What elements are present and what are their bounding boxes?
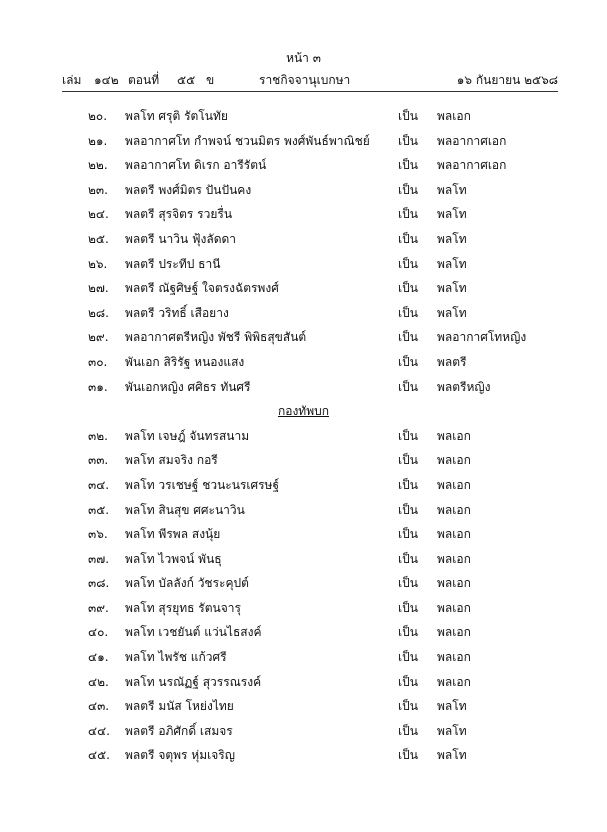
- new-rank: พลเอก: [437, 625, 471, 640]
- new-rank: พลเอก: [437, 502, 471, 517]
- promoted-to-label: เป็น: [398, 379, 418, 394]
- new-rank: พลโท: [437, 182, 467, 197]
- list-item: [0, 424, 607, 449]
- list-item: [0, 596, 607, 621]
- item-number: ๓๘.: [88, 576, 110, 591]
- new-rank: พลโท: [437, 305, 467, 320]
- new-rank: พลเอก: [437, 650, 471, 665]
- list-item: [0, 104, 607, 129]
- item-number: ๒๓.: [88, 182, 108, 197]
- list-item: [0, 522, 607, 547]
- promoted-to-label: เป็น: [398, 428, 418, 443]
- gazette-header: [62, 71, 558, 89]
- list-item: [0, 227, 607, 252]
- promoted-to-label: เป็น: [398, 625, 418, 640]
- promoted-to-label: เป็น: [398, 699, 418, 714]
- new-rank: พลเอก: [437, 600, 471, 615]
- person-name: พลตรี ประทีป ธานี: [125, 256, 221, 271]
- promoted-to-label: เป็น: [398, 354, 418, 369]
- new-rank: พลโท: [437, 256, 467, 271]
- book-number: ๑๔๒: [94, 73, 119, 87]
- promoted-to-label: เป็น: [398, 281, 418, 296]
- promoted-to-label: เป็น: [398, 453, 418, 468]
- list-item: [0, 719, 607, 744]
- person-name: พลอากาศตรีหญิง พัชรี พิพิธสุขสันต์: [125, 330, 307, 345]
- person-name: พลโท ศรุติ รัตโนทัย: [125, 109, 228, 123]
- item-number: ๒๒.: [88, 158, 108, 173]
- item-number: ๒๗.: [88, 281, 109, 296]
- promoted-to-label: เป็น: [398, 650, 418, 665]
- list-item: [0, 694, 607, 719]
- new-rank: พลเอก: [437, 674, 471, 689]
- new-rank: พลอากาศโทหญิง: [437, 330, 527, 345]
- promoted-to-label: เป็น: [398, 182, 418, 197]
- promoted-to-label: เป็น: [398, 207, 418, 222]
- list-item: [0, 473, 607, 498]
- gazette-title: ราชกิจจานุเบกษา: [259, 73, 351, 87]
- promoted-to-label: เป็น: [398, 256, 418, 271]
- new-rank: พลเอก: [437, 428, 471, 443]
- person-name: พลโท เจษฎ์ จันทรสนาม: [125, 428, 250, 443]
- person-name: พลโท นรณัฏฐ์ สุวรรณรงค์: [125, 674, 262, 689]
- item-number: ๒๑.: [88, 133, 108, 148]
- promotion-group-1: [0, 104, 607, 399]
- person-name: พลตรี อภิศักดิ์ เสมจร: [125, 723, 233, 738]
- list-item: [0, 547, 607, 572]
- list-item: [0, 202, 607, 227]
- promotion-list: [0, 104, 607, 768]
- new-rank: พลโท: [437, 748, 467, 763]
- promoted-to-label: เป็น: [398, 330, 418, 345]
- item-number: ๒๙.: [88, 330, 109, 345]
- list-item: [0, 571, 607, 596]
- new-rank: พลอากาศเอก: [437, 133, 507, 148]
- person-name: พลโท เวชยันต์ แว่นไธสงค์: [125, 625, 262, 640]
- new-rank: พลตรีหญิง: [437, 379, 491, 394]
- new-rank: พลเอก: [437, 109, 471, 123]
- promoted-to-label: เป็น: [398, 527, 418, 542]
- person-name: พลโท สมจริง กอรี: [125, 453, 218, 468]
- promotion-group-army: [0, 424, 607, 768]
- list-item: [0, 743, 607, 768]
- book-label: เล่ม: [62, 73, 82, 87]
- item-number: ๒๔.: [88, 207, 109, 222]
- page-number: หน้า ๓: [286, 51, 321, 65]
- section-heading-army: กองทัพบก: [277, 404, 330, 419]
- promoted-to-label: เป็น: [398, 502, 418, 517]
- item-number: ๒๕.: [88, 231, 109, 246]
- list-item: [0, 375, 607, 400]
- list-item: [0, 325, 607, 350]
- item-number: ๒๘.: [88, 305, 109, 320]
- list-item: [0, 178, 607, 203]
- item-number: ๔๐.: [88, 625, 109, 640]
- new-rank: พลเอก: [437, 576, 471, 591]
- person-name: พลอากาศโท กำพจน์ ชวนมิตร พงศ์พันธ์พาณิชย์: [125, 133, 370, 148]
- item-number: ๓๖.: [88, 527, 108, 542]
- person-name: พลโท วรเชษฐ์ ชวนะนรเศรษฐ์: [125, 477, 280, 492]
- promoted-to-label: เป็น: [398, 305, 418, 320]
- person-name: พลโท บัลลังก์ วัชระคุปต์: [125, 576, 249, 591]
- person-name: พลตรี จตุพร หุ่มเจริญ: [125, 748, 235, 763]
- part-number: ๕๕: [177, 73, 196, 87]
- person-name: พลโท สุรยุทธ รัตนจารุ: [125, 600, 241, 615]
- new-rank: พลโท: [437, 207, 467, 222]
- promoted-to-label: เป็น: [398, 551, 418, 566]
- promoted-to-label: เป็น: [398, 109, 418, 123]
- person-name: พลโท ไวพจน์ พันธุ: [125, 551, 222, 566]
- new-rank: พลเอก: [437, 527, 471, 542]
- new-rank: พลอากาศเอก: [437, 158, 507, 173]
- promoted-to-label: เป็น: [398, 600, 418, 615]
- person-name: พลตรี วริทธิ์ เสือยาง: [125, 305, 229, 320]
- new-rank: พลโท: [437, 231, 467, 246]
- person-name: พลอากาศโท ดิเรก อารีรัตน์: [125, 158, 267, 173]
- item-number: ๓๒.: [88, 428, 108, 443]
- item-number: ๔๔.: [88, 723, 110, 738]
- new-rank: พลโท: [437, 699, 467, 714]
- list-item: [0, 350, 607, 375]
- list-item: [0, 153, 607, 178]
- item-number: ๒๐.: [88, 109, 108, 123]
- list-item: [0, 645, 607, 670]
- item-number: ๓๐.: [88, 354, 108, 369]
- list-item: [0, 670, 607, 695]
- publication-date: ๑๖ กันยายน ๒๕๖๘: [456, 73, 558, 87]
- item-number: ๔๓.: [88, 699, 110, 714]
- item-number: ๓๔.: [88, 477, 110, 492]
- list-item: [0, 448, 607, 473]
- person-name: พลตรี นาวิน ฟุ้งลัดดา: [125, 231, 237, 246]
- new-rank: พลตรี: [437, 354, 467, 369]
- item-number: ๔๕.: [88, 748, 110, 763]
- person-name: พลตรี สุรจิตร รวยรื่น: [125, 207, 233, 222]
- promoted-to-label: เป็น: [398, 674, 418, 689]
- part-label: ตอนที่: [128, 73, 160, 87]
- new-rank: พลเอก: [437, 551, 471, 566]
- promoted-to-label: เป็น: [398, 723, 418, 738]
- list-item: [0, 620, 607, 645]
- person-name: พลโท สินสุข ศศะนาวิน: [125, 502, 245, 517]
- item-number: ๓๑.: [88, 379, 108, 394]
- item-number: ๓๙.: [88, 600, 109, 615]
- item-number: ๒๖.: [88, 256, 108, 271]
- promoted-to-label: เป็น: [398, 158, 418, 173]
- person-name: พันเอก สิริรัฐ หนองแสง: [125, 354, 245, 369]
- new-rank: พลโท: [437, 723, 467, 738]
- item-number: ๔๑.: [88, 650, 109, 665]
- promoted-to-label: เป็น: [398, 133, 418, 148]
- person-name: พลตรี ณัฐศิษฐ์ ใจตรงฉัตรพงศ์: [125, 281, 279, 296]
- item-number: ๓๕.: [88, 502, 110, 517]
- person-name: พลตรี พงศ์มิตร ปันปันคง: [125, 182, 252, 197]
- person-name: พลตรี มนัส โหย่งไทย: [125, 699, 234, 714]
- person-name: พลโท ไพรัช แก้วศรี: [125, 650, 227, 665]
- list-item: [0, 301, 607, 326]
- header-divider: [62, 91, 558, 92]
- new-rank: พลเอก: [437, 477, 471, 492]
- section-letter: ข: [206, 73, 215, 87]
- new-rank: พลเอก: [437, 453, 471, 468]
- list-item: [0, 498, 607, 523]
- promoted-to-label: เป็น: [398, 748, 418, 763]
- list-item: [0, 129, 607, 154]
- item-number: ๓๗.: [88, 551, 110, 566]
- list-item: [0, 252, 607, 277]
- new-rank: พลโท: [437, 281, 467, 296]
- promoted-to-label: เป็น: [398, 231, 418, 246]
- list-item: [0, 276, 607, 301]
- promoted-to-label: เป็น: [398, 477, 418, 492]
- promoted-to-label: เป็น: [398, 576, 418, 591]
- item-number: ๔๒.: [88, 674, 109, 689]
- person-name: พันเอกหญิง ศศิธร ทันศรี: [125, 379, 251, 394]
- person-name: พลโท พีรพล สงนุ้ย: [125, 527, 221, 542]
- item-number: ๓๓.: [88, 453, 109, 468]
